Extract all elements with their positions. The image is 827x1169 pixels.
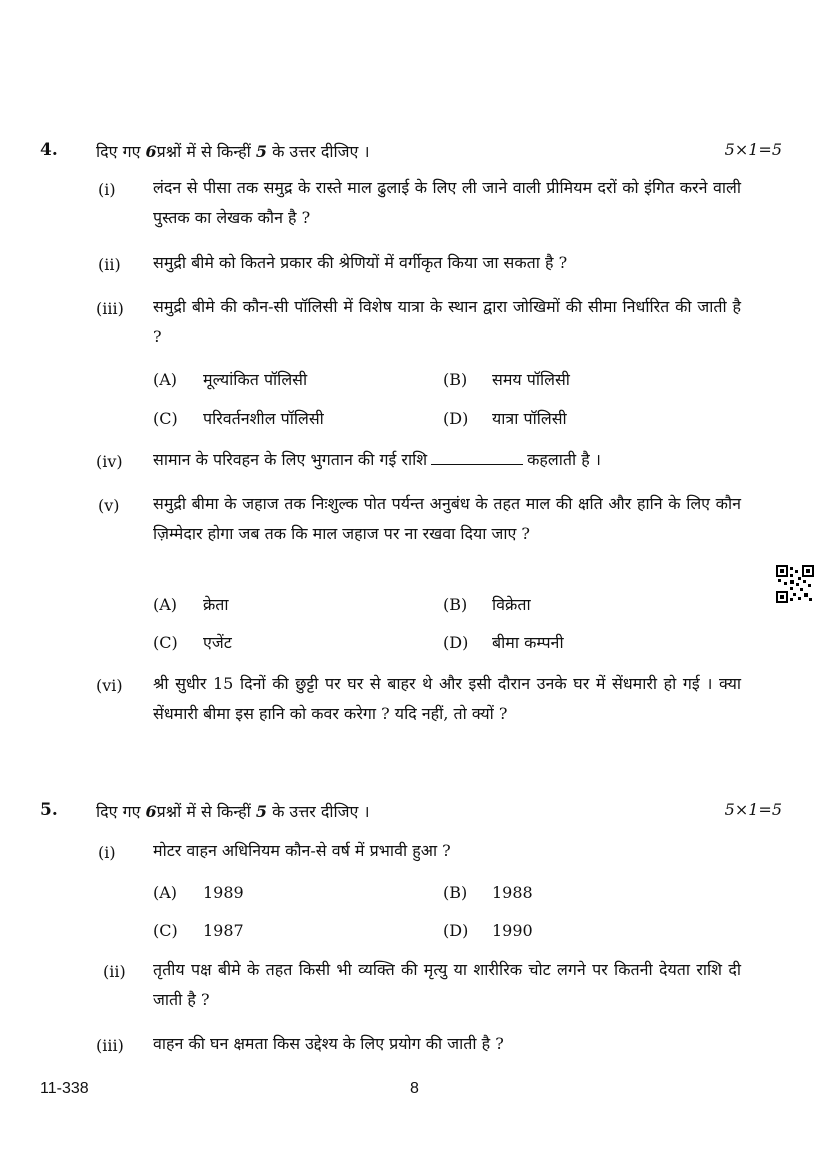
- qr-code-icon: [776, 565, 814, 603]
- item-text: समुद्री बीमे को कितने प्रकार की श्रेणियों में वर्गीकृत किया जा सकता है ?: [153, 253, 568, 272]
- item-label: (ii): [98, 255, 121, 274]
- item-label: (iii): [96, 1036, 124, 1055]
- option-text: मूल्यांकित पॉलिसी: [203, 370, 308, 389]
- item-text: वाहन की घन क्षमता किस उद्देश्य के लिए प्रयोग की जाती है ?: [153, 1034, 504, 1053]
- option-label: (D): [443, 633, 469, 652]
- item-text: समुद्री बीमे की कौन-सी पॉलिसी में विशेष यात्रा के स्थान द्वारा जोखिमों की सीमा निर्धारित की जाती है ?: [153, 297, 741, 346]
- page-number: 8: [410, 1080, 419, 1097]
- item-label: (i): [98, 180, 116, 199]
- instruction-pre: दिए गए: [96, 802, 141, 821]
- question-4-instruction: [96, 140, 370, 162]
- item-text: मोटर वाहन अधिनियम कौन-से वर्ष में प्रभावी हुआ ?: [153, 841, 451, 860]
- instruction-mid: प्रश्नों में से किन्हीं: [156, 142, 251, 161]
- option-label: (B): [443, 883, 468, 902]
- question-4-number: 4.: [40, 140, 58, 160]
- fill-blank-post: कहलाती है ।: [527, 450, 601, 469]
- instruction-mid: प्रश्नों में से किन्हीं: [156, 802, 251, 821]
- item-label: (iii): [96, 299, 124, 318]
- fill-in-blank: [431, 450, 523, 465]
- item-label: (iv): [96, 452, 123, 471]
- option-text: विक्रेता: [492, 595, 531, 614]
- option-label: (D): [443, 921, 469, 940]
- option-label: (A): [153, 595, 178, 614]
- option-label: (B): [443, 595, 468, 614]
- item-label: (v): [98, 496, 120, 515]
- item-label: (vi): [96, 676, 123, 695]
- total-questions: 6: [145, 142, 157, 161]
- option-text: 1988: [492, 883, 533, 902]
- option-text: एजेंट: [203, 633, 232, 652]
- question-5-instruction: [96, 800, 370, 822]
- option-label: (A): [153, 883, 178, 902]
- instruction-post: के उत्तर दीजिए ।: [272, 142, 370, 161]
- option-text: यात्रा पॉलिसी: [492, 409, 567, 428]
- option-label: (C): [153, 921, 178, 940]
- fill-blank-pre: सामान के परिवहन के लिए भुगतान की गई राशि: [153, 450, 428, 469]
- instruction-post: के उत्तर दीजिए ।: [272, 802, 370, 821]
- option-text: क्रेता: [203, 595, 229, 614]
- question-5-marks: 5×1=5: [724, 800, 782, 819]
- option-label: (C): [153, 633, 178, 652]
- option-label: (C): [153, 409, 178, 428]
- item-text: श्री सुधीर 15 दिनों की छुट्टी पर घर से बाहर थे और इसी दौरान उनके घर में सेंधमारी हो गई । क्या सेंधमारी बीमा इस हानि को कवर करेगा ? यदि नहीं, तो क्यों ?: [153, 674, 741, 723]
- item-label: (ii): [103, 962, 126, 981]
- item-label: (i): [98, 843, 116, 862]
- item-text: लंदन से पीसा तक समुद्र के रास्ते माल ढुलाई के लिए ली जाने वाली प्रीमियम दरों को इंगित करने वाली पुस्तक का लेखक कौन है ?: [153, 178, 741, 227]
- total-questions: 6: [145, 802, 157, 821]
- option-text: परिवर्तनशील पॉलिसी: [203, 409, 324, 428]
- instruction-pre: दिए गए: [96, 142, 141, 161]
- option-text: 1989: [203, 883, 244, 902]
- answer-questions: 5: [255, 802, 267, 821]
- item-text: समुद्री बीमा के जहाज तक निःशुल्क पोत पर्यन्त अनुबंध के तहत माल की क्षति और हानि के लिए कौन ज़िम्मेदार होगा जब तक कि माल जहाज पर ना रखवा दिया जाए ?: [153, 494, 741, 543]
- item-text: तृतीय पक्ष बीमे के तहत किसी भी व्यक्ति की मृत्यु या शारीरिक चोट लगने पर कितनी देयता राशि दी जाती है ?: [153, 960, 741, 1009]
- option-label: (A): [153, 370, 178, 389]
- option-text: समय पॉलिसी: [492, 370, 570, 389]
- item-text: [153, 445, 741, 475]
- option-label: (D): [443, 409, 469, 428]
- option-label: (B): [443, 370, 468, 389]
- option-text: 1990: [492, 921, 533, 940]
- question-5-number: 5.: [40, 800, 58, 820]
- answer-questions: 5: [255, 142, 267, 161]
- option-text: 1987: [203, 921, 244, 940]
- question-4-marks: 5×1=5: [724, 140, 782, 159]
- option-text: बीमा कम्पनी: [492, 633, 564, 652]
- paper-code: 11-338: [40, 1080, 89, 1097]
